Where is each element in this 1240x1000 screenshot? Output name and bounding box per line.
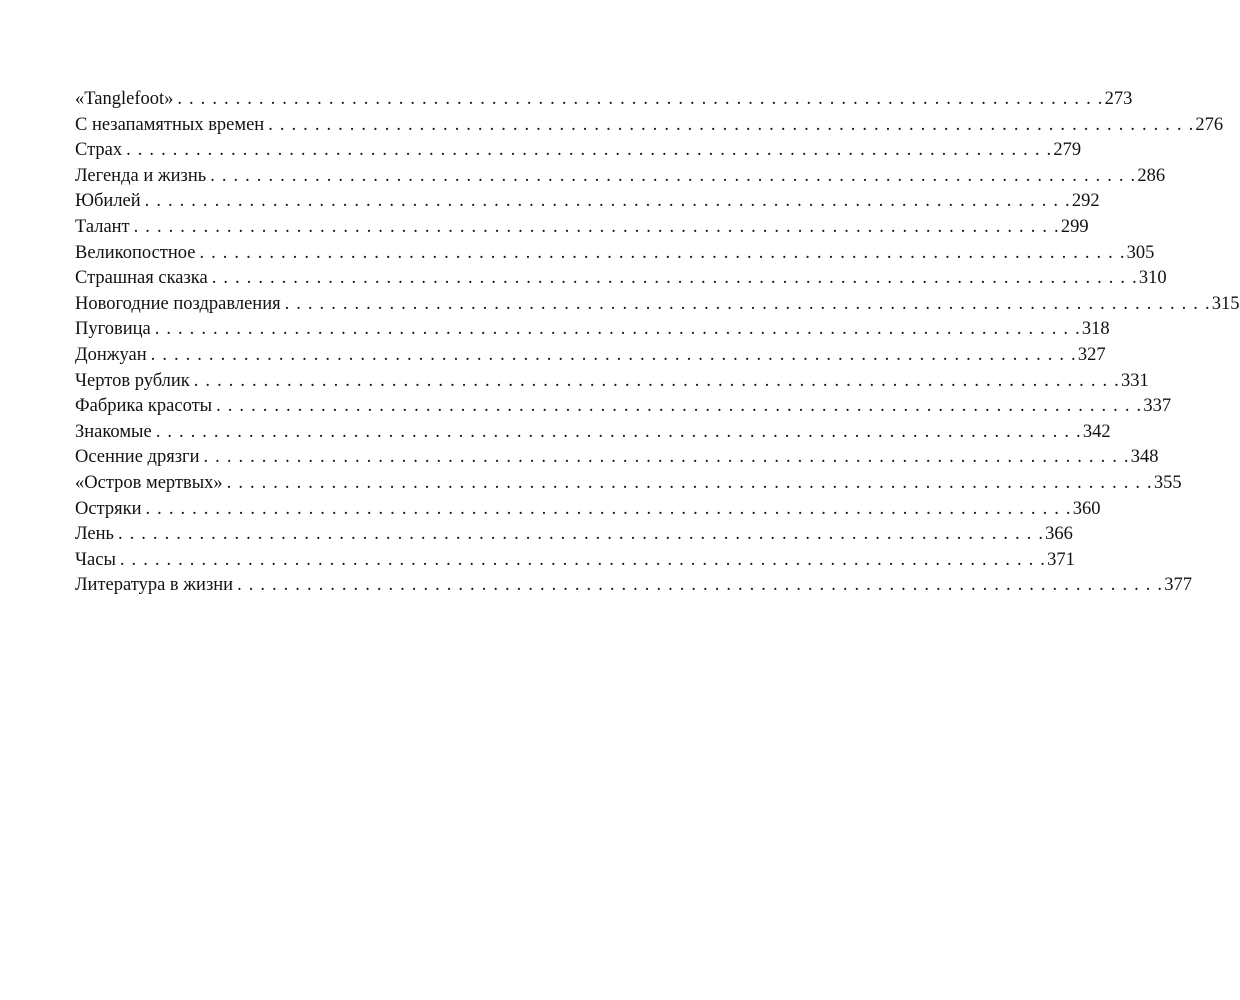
- toc-dot-leader: . . . . . . . . . . . . . . . . . . . . . . . . . . . . . . . . . . . . . . . . . . . . . . . . . . . . . . . . . . . . . . . . . . . . . . . . . . . . . . . .: [144, 191, 1071, 212]
- toc-entry: [75, 394, 1172, 420]
- toc-entry-page: 305: [1126, 242, 1155, 263]
- toc-entry-title: С незапамятных времен: [75, 114, 265, 135]
- toc-entry-page: 377: [1164, 575, 1192, 596]
- toc-dot-leader: . . . . . . . . . . . . . . . . . . . . . . . . . . . . . . . . . . . . . . . . . . . . . . . . . . . . . . . . . . . . . . . . . . . . . . . . . . . . . . . .: [117, 524, 1045, 545]
- toc-entry-title: Фабрика красоты: [75, 396, 213, 417]
- toc-entry-title: Талант: [75, 216, 130, 237]
- toc-entry: [75, 343, 1106, 369]
- toc-entry-title: Юбилей: [75, 191, 141, 212]
- toc-entry-page: 331: [1120, 370, 1149, 391]
- toc-entry-title: Великопостное: [75, 242, 196, 263]
- toc-dot-leader: . . . . . . . . . . . . . . . . . . . . . . . . . . . . . . . . . . . . . . . . . . . . . . . . . . . . . . . . . . . . . . . . . . . . . . . . . . . . . . . .: [150, 344, 1077, 365]
- toc-dot-leader: . . . . . . . . . . . . . . . . . . . . . . . . . . . . . . . . . . . . . . . . . . . . . . . . . . . . . . . . . . . . . . . . . . . . . . . . . . . . . . . .: [211, 268, 1138, 289]
- toc-entry-title: Лень: [75, 524, 114, 545]
- toc-dot-leader: . . . . . . . . . . . . . . . . . . . . . . . . . . . . . . . . . . . . . . . . . . . . . . . . . . . . . . . . . . . . . . . . . . . . . . . . . . . . . . . .: [226, 472, 1153, 493]
- toc-entry: [75, 189, 1100, 215]
- toc-entry: [75, 138, 1082, 164]
- toc-entry-title: Осенние дрязги: [75, 447, 200, 468]
- toc-entry-page: 327: [1077, 344, 1106, 365]
- toc-entry-page: 318: [1081, 319, 1110, 340]
- toc-entry: [75, 164, 1166, 190]
- toc-dot-leader: . . . . . . . . . . . . . . . . . . . . . . . . . . . . . . . . . . . . . . . . . . . . . . . . . . . . . . . . . . . . . . . . . . . . . . . . . . . . . . . .: [177, 89, 1104, 109]
- toc-dot-leader: . . . . . . . . . . . . . . . . . . . . . . . . . . . . . . . . . . . . . . . . . . . . . . . . . . . . . . . . . . . . . . . . . . . . . . . . . . . . . . . .: [145, 498, 1072, 519]
- toc-entry-title: Пуговица: [75, 319, 151, 340]
- toc-dot-leader: . . . . . . . . . . . . . . . . . . . . . . . . . . . . . . . . . . . . . . . . . . . . . . . . . . . . . . . . . . . . . . . . . . . . . . . . . . . . . . . .: [154, 319, 1081, 340]
- toc-entry: [75, 241, 1155, 267]
- toc-entry: [75, 215, 1089, 241]
- toc-entry-page: 348: [1130, 447, 1159, 468]
- toc-entry-title: Новогодние поздравления: [75, 293, 281, 314]
- toc-entry-title: Легенда и жизнь: [75, 165, 207, 186]
- toc-entry-page: 315: [1211, 293, 1240, 314]
- toc-entry-page: 360: [1072, 498, 1101, 519]
- toc-entry: [75, 445, 1159, 471]
- toc-dot-leader: . . . . . . . . . . . . . . . . . . . . . . . . . . . . . . . . . . . . . . . . . . . . . . . . . . . . . . . . . . . . . . . . . . . . . . . . . . . . . . . .: [199, 242, 1126, 263]
- toc-entry: [75, 266, 1167, 292]
- toc-entry-page: 337: [1143, 396, 1172, 417]
- toc-dot-leader: . . . . . . . . . . . . . . . . . . . . . . . . . . . . . . . . . . . . . . . . . . . . . . . . . . . . . . . . . . . . . . . . . . . . . . . . . . . . . . . .: [284, 293, 1211, 314]
- toc-dot-leader: . . . . . . . . . . . . . . . . . . . . . . . . . . . . . . . . . . . . . . . . . . . . . . . . . . . . . . . . . . . . . . . . . . . . . . . . . . . . . . . .: [155, 421, 1082, 442]
- toc-entry-title: Донжуан: [75, 344, 147, 365]
- toc-entry: [75, 497, 1101, 523]
- toc-entry-page: 366: [1045, 524, 1073, 545]
- toc-entry-page: 355: [1153, 472, 1182, 493]
- toc-entry: [75, 573, 1192, 599]
- toc-entry: [75, 420, 1111, 446]
- toc-entry-page: 286: [1137, 165, 1166, 186]
- toc-entry-page: 299: [1060, 216, 1089, 237]
- toc-entry-page: 371: [1047, 549, 1075, 570]
- toc-entry: [75, 317, 1110, 343]
- toc-entry-page: 310: [1138, 268, 1167, 289]
- toc-entry-title: Литература в жизни: [75, 575, 234, 596]
- toc-entry-page: 292: [1071, 191, 1100, 212]
- toc-entry: [75, 369, 1149, 395]
- toc-entry-title: Страх: [75, 140, 123, 161]
- toc-dot-leader: . . . . . . . . . . . . . . . . . . . . . . . . . . . . . . . . . . . . . . . . . . . . . . . . . . . . . . . . . . . . . . . . . . . . . . . . . . . . . . . .: [203, 447, 1130, 468]
- toc-entry-page: 342: [1082, 421, 1111, 442]
- toc-entry: [75, 548, 1075, 574]
- toc-entry-page: 273: [1104, 89, 1133, 109]
- toc-dot-leader: . . . . . . . . . . . . . . . . . . . . . . . . . . . . . . . . . . . . . . . . . . . . . . . . . . . . . . . . . . . . . . . . . . . . . . . . . . . . . . . .: [133, 216, 1060, 237]
- toc-dot-leader: . . . . . . . . . . . . . . . . . . . . . . . . . . . . . . . . . . . . . . . . . . . . . . . . . . . . . . . . . . . . . . . . . . . . . . . . . . . . . . . .: [216, 396, 1143, 417]
- toc-entry-title: Часы: [75, 549, 116, 570]
- toc-entry-title: Знакомые: [75, 421, 152, 442]
- toc-entry-title: Страшная сказка: [75, 268, 208, 289]
- toc-entry-title: «Остров мертвых»: [75, 472, 223, 493]
- toc-entry: [75, 471, 1182, 497]
- toc-dot-leader: . . . . . . . . . . . . . . . . . . . . . . . . . . . . . . . . . . . . . . . . . . . . . . . . . . . . . . . . . . . . . . . . . . . . . . . . . . . . . . . .: [210, 165, 1137, 186]
- table-of-contents: [75, 87, 1240, 599]
- toc-entry: [75, 522, 1073, 548]
- toc-entry-page: 279: [1053, 140, 1082, 161]
- toc-entry: [75, 292, 1240, 318]
- toc-dot-leader: . . . . . . . . . . . . . . . . . . . . . . . . . . . . . . . . . . . . . . . . . . . . . . . . . . . . . . . . . . . . . . . . . . . . . . . . . . . . . . . .: [193, 370, 1120, 391]
- toc-dot-leader: . . . . . . . . . . . . . . . . . . . . . . . . . . . . . . . . . . . . . . . . . . . . . . . . . . . . . . . . . . . . . . . . . . . . . . . . . . . . . . . .: [126, 140, 1053, 161]
- toc-entry-title: Чертов рублик: [75, 370, 190, 391]
- toc-entry-title: «Tanglefoot»: [75, 89, 174, 109]
- toc-entry-page: 276: [1195, 114, 1224, 135]
- toc-dot-leader: . . . . . . . . . . . . . . . . . . . . . . . . . . . . . . . . . . . . . . . . . . . . . . . . . . . . . . . . . . . . . . . . . . . . . . . . . . . . . . . .: [119, 549, 1047, 570]
- toc-entry: [75, 87, 1133, 113]
- toc-dot-leader: . . . . . . . . . . . . . . . . . . . . . . . . . . . . . . . . . . . . . . . . . . . . . . . . . . . . . . . . . . . . . . . . . . . . . . . . . . . . . . . .: [237, 575, 1164, 596]
- toc-dot-leader: . . . . . . . . . . . . . . . . . . . . . . . . . . . . . . . . . . . . . . . . . . . . . . . . . . . . . . . . . . . . . . . . . . . . . . . . . . . . . . . .: [268, 114, 1195, 135]
- toc-entry: [75, 113, 1224, 139]
- toc-entry-title: Остряки: [75, 498, 142, 519]
